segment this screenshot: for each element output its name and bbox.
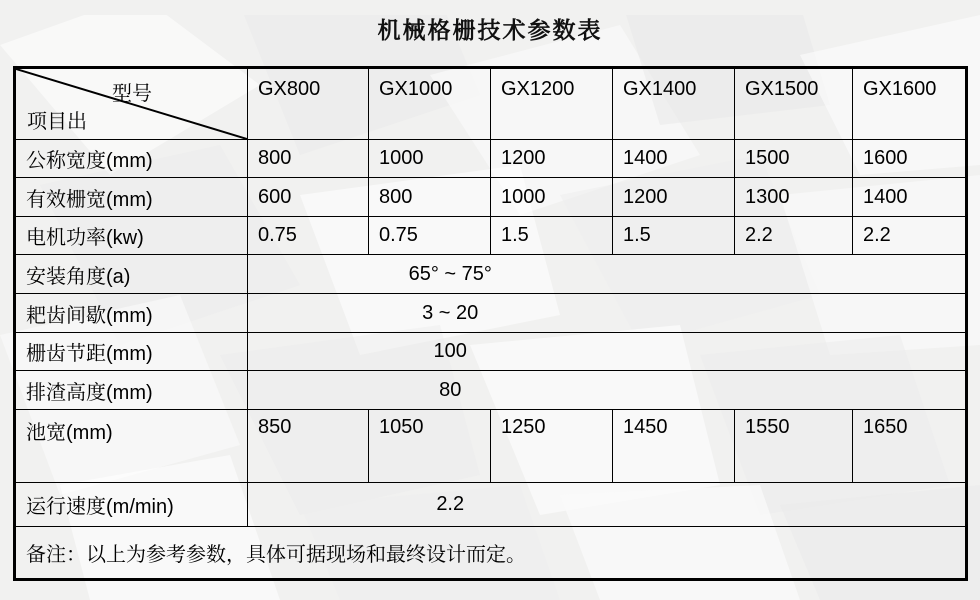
table-header-row	[15, 68, 967, 140]
model-header-gx1600: GX1600	[853, 68, 967, 140]
cell-value: 2.2	[853, 217, 967, 255]
cell-value: 1000	[369, 140, 491, 178]
cell-value: 2.2	[735, 217, 853, 255]
cell-value: 1000	[491, 178, 613, 217]
row-label: 公称宽度(mm)	[15, 140, 248, 178]
cell-value: 1650	[853, 410, 967, 483]
cell-value: 1200	[613, 178, 735, 217]
cell-value: 0.75	[369, 217, 491, 255]
table-row-motor-power	[15, 217, 967, 255]
cell-span-value: 80	[248, 371, 967, 410]
corner-label-item: 项目出	[27, 111, 87, 133]
cell-value: 0.75	[248, 217, 369, 255]
row-label: 池宽(mm)	[15, 410, 248, 483]
model-header-gx1000: GX1000	[369, 68, 491, 140]
model-header-gx800: GX800	[248, 68, 369, 140]
model-header-gx1400: GX1400	[613, 68, 735, 140]
table-row-nominal-width	[15, 140, 967, 178]
table-row-rake-gap	[15, 294, 967, 333]
cell-value: 800	[369, 178, 491, 217]
cell-value: 1300	[735, 178, 853, 217]
cell-value: 1050	[369, 410, 491, 483]
table-row-discharge-height	[15, 371, 967, 410]
cell-span-value: 3 ~ 20	[248, 294, 967, 333]
cell-value: 1200	[491, 140, 613, 178]
cell-value: 600	[248, 178, 369, 217]
cell-value: 1600	[853, 140, 967, 178]
cell-value: 1400	[853, 178, 967, 217]
cell-value: 1550	[735, 410, 853, 483]
cell-value: 1500	[735, 140, 853, 178]
cell-value: 850	[248, 410, 369, 483]
row-label: 运行速度(m/min)	[15, 483, 248, 527]
cell-value: 800	[248, 140, 369, 178]
cell-value: 1.5	[613, 217, 735, 255]
row-label: 栅齿节距(mm)	[15, 333, 248, 371]
cell-value: 1400	[613, 140, 735, 178]
table-row-note	[15, 527, 967, 580]
note-text: 备注：以上为参考参数，具体可据现场和最终设计而定。	[15, 527, 967, 580]
model-header-gx1200: GX1200	[491, 68, 613, 140]
row-label: 耙齿间歇(mm)	[15, 294, 248, 333]
table-row-running-speed	[15, 483, 967, 527]
cell-value: 1.5	[491, 217, 613, 255]
table-row-pool-width	[15, 410, 967, 483]
table-row-install-angle	[15, 255, 967, 294]
table-row-effective-width	[15, 178, 967, 217]
row-label: 有效栅宽(mm)	[15, 178, 248, 217]
row-label: 安装角度(a)	[15, 255, 248, 294]
corner-cell	[15, 68, 248, 140]
model-header-gx1500: GX1500	[735, 68, 853, 140]
parameters-table	[13, 66, 968, 581]
row-label: 电机功率(kw)	[15, 217, 248, 255]
row-label: 排渣高度(mm)	[15, 371, 248, 410]
cell-span-value: 100	[248, 333, 967, 371]
cell-value: 1250	[491, 410, 613, 483]
cell-value: 1450	[613, 410, 735, 483]
corner-label-model: 型号	[112, 83, 152, 105]
cell-span-value: 2.2	[248, 483, 967, 527]
cell-span-value: 65° ~ 75°	[248, 255, 967, 294]
table-row-bar-pitch	[15, 333, 967, 371]
page-title: 机械格栅技术参数表	[377, 17, 603, 43]
